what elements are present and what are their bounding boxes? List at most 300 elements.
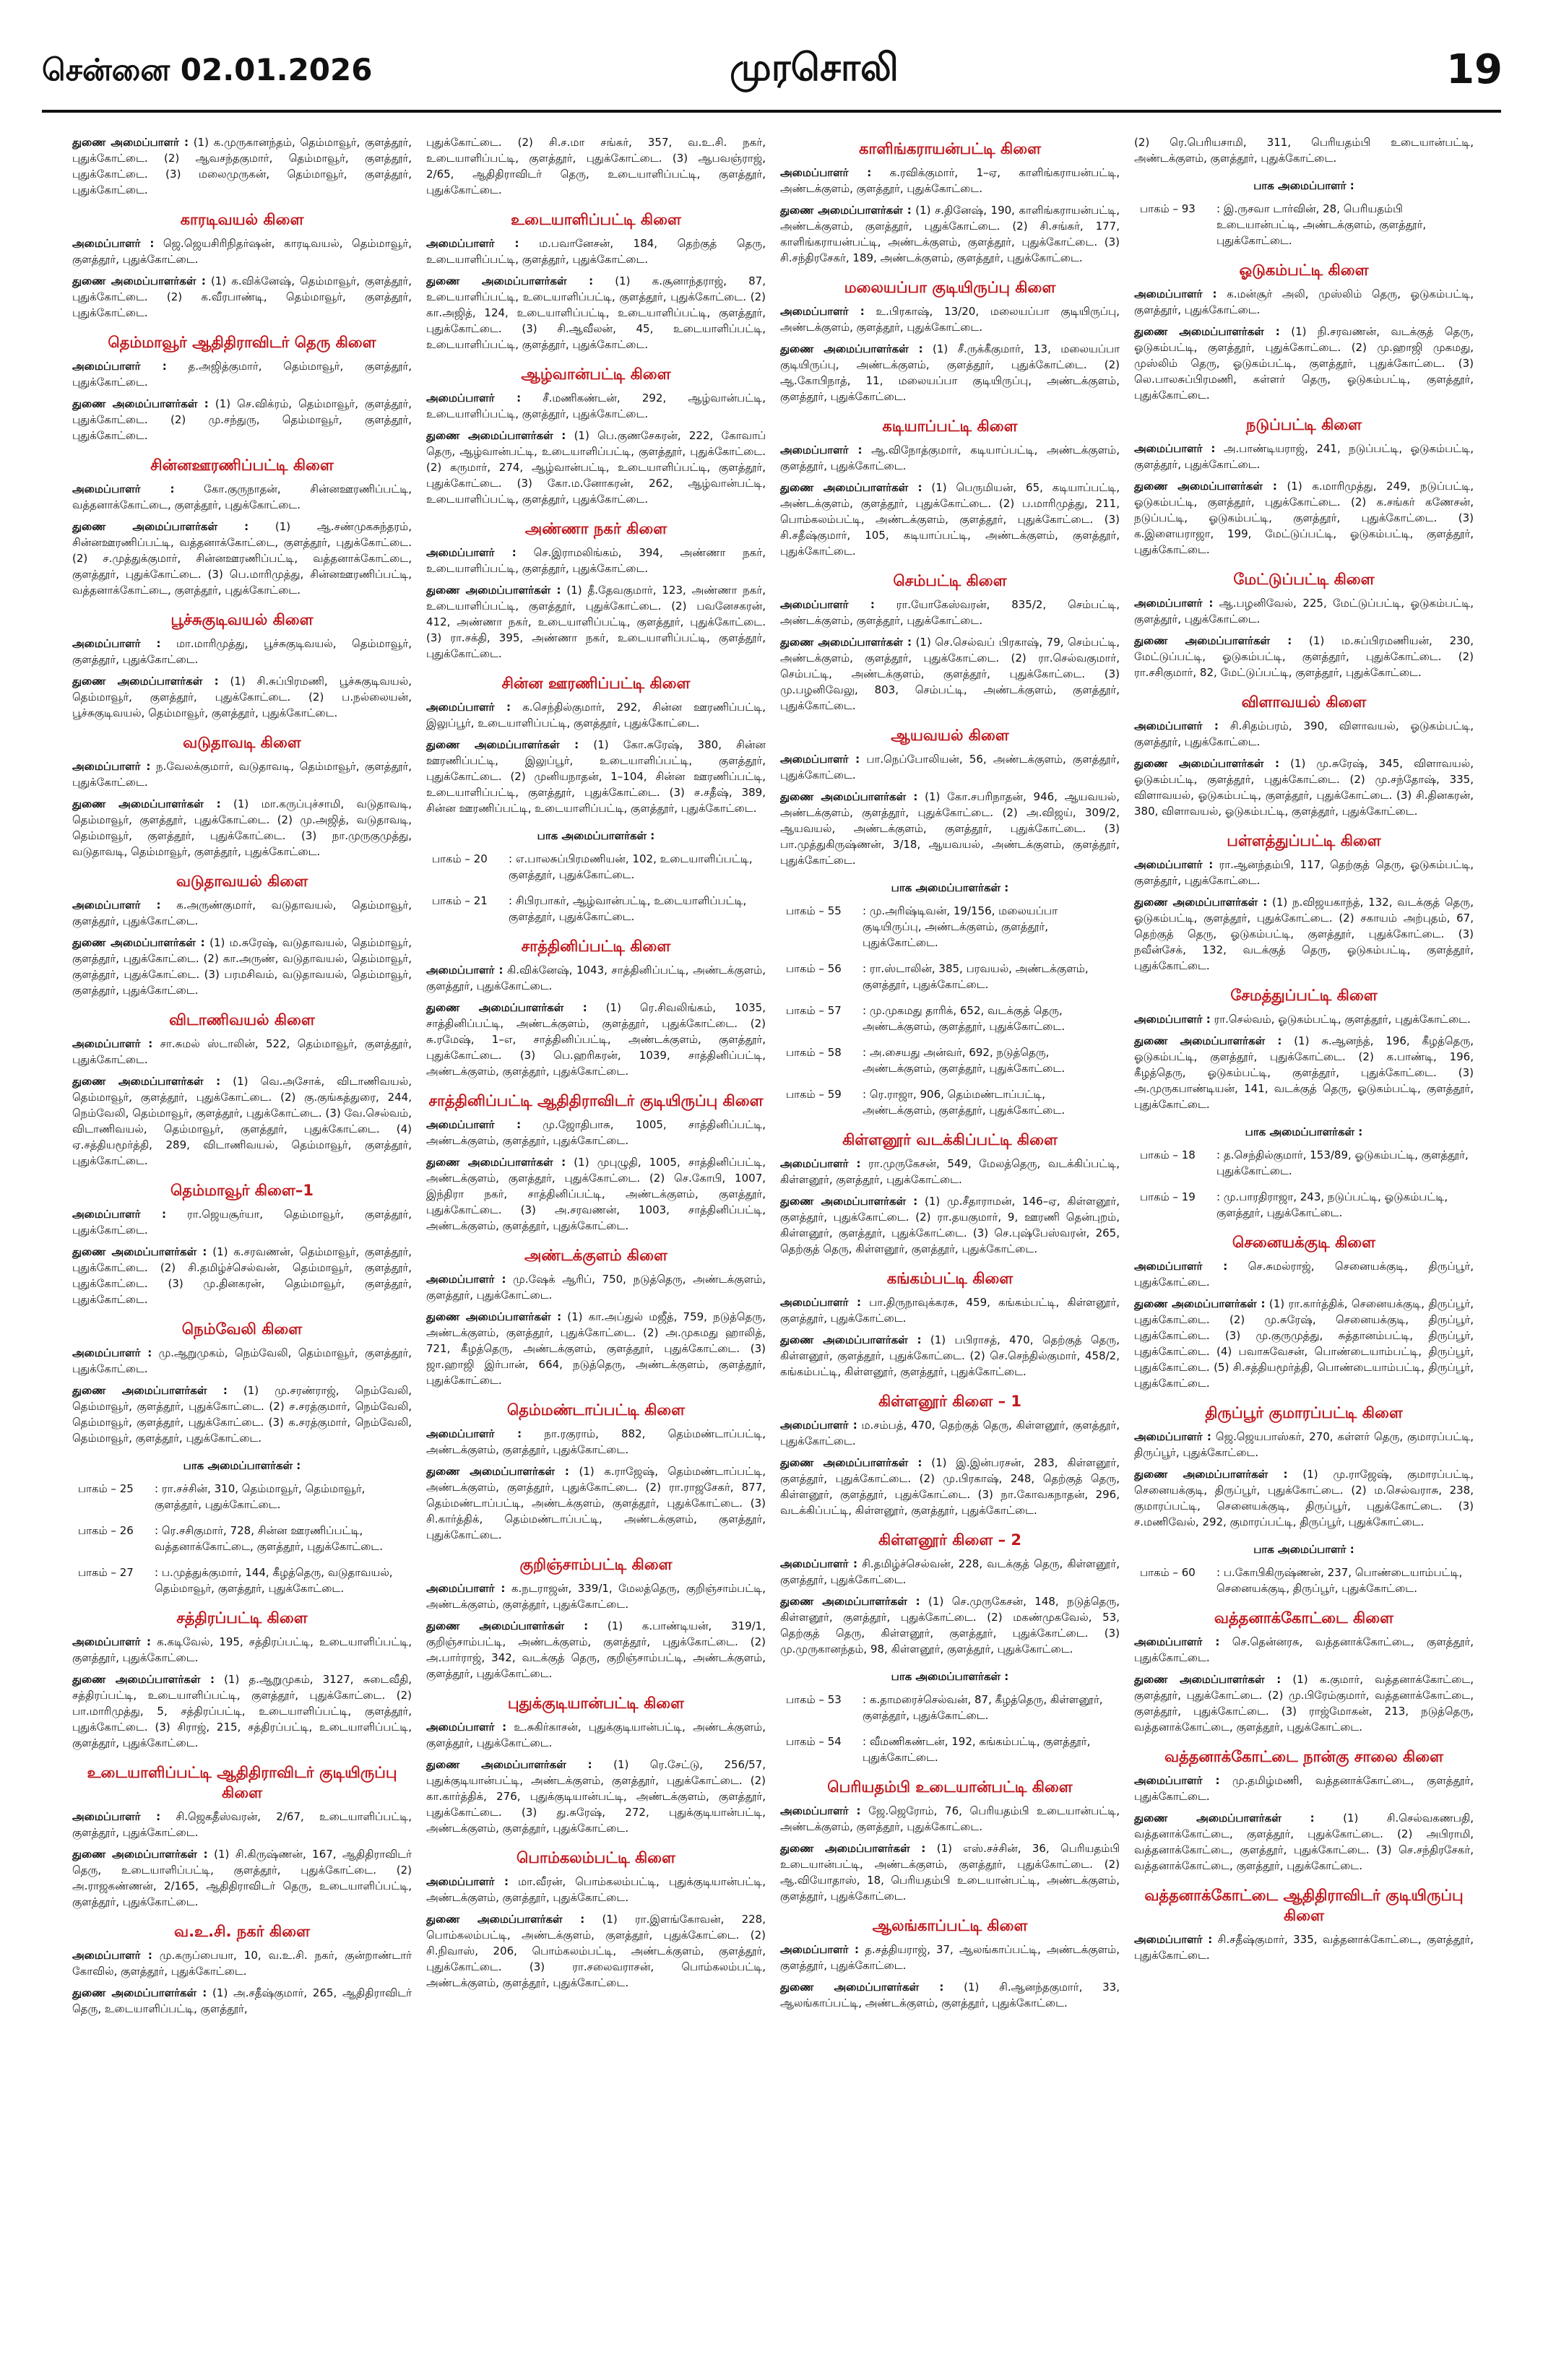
branch-section <box>72 134 412 198</box>
member-details: சா.சுமல் ஸ்டாலின், 522, தெம்மாவூர், குளத்தூர், புதுக்கோட்டை. <box>72 1037 412 1066</box>
branch-section <box>780 1916 1120 2011</box>
ward-organizer-details: : சிபிரபாகர், ஆழ்வான்பட்டி, உடையாளிப்பட்டி, குளத்தூர், புதுக்கோட்டை. <box>509 894 747 923</box>
branch-heading: ஆயவயல் கிளை <box>891 727 1009 744</box>
ward-organizers-block <box>1134 1541 1474 1596</box>
role-label: அமைப்பாளர் : <box>72 1037 153 1050</box>
role-label: அமைப்பாளர் : <box>1134 287 1217 300</box>
branch-section <box>426 1554 766 1682</box>
member-entry <box>72 134 412 198</box>
member-entry <box>1134 1466 1474 1530</box>
member-details: (1) க.பாண்டியன், 319/1, குறிஞ்சாம்பட்டி, அண்டக்குளம், குளத்தூர், புதுக்கோட்டை. (2) அ.பார்ராஜ், 342, வடக்குத் தெரு, குறிஞ்சாம்பட்டி, அண்டக்குளம், குளத்தூர், புதுக்கோட்டை. <box>426 1619 766 1680</box>
role-label: துணை அமைப்பாளர்கள் : <box>426 1913 585 1926</box>
branch-section <box>1134 415 1474 558</box>
ward-number: பாகம் – 27 <box>78 1566 134 1579</box>
role-label: அமைப்பாளர் : <box>72 1949 152 1962</box>
member-details: (1) பெ.குணசேகரன், 222, கோவாப் தெரு, ஆழ்வான்பட்டி, உடையாளிப்பட்டி, குளத்தூர், புதுக்கோட்டை. (2) கருமார், 274, ஆழ்வான்பட்டி, உடையாளிப்பட்டி, குளத்தூர், புதுக்கோட்டை. (3) கோ.ம.னோகரன், 262, ஆழ்வான்பட்டி, உடையாளிப்பட்டி, குளத்தூர், புதுக்கோட்டை. <box>426 429 766 506</box>
member-details: மு.ஆறுமுகம், நெம்வேலி, தெம்மாவூர், குளத்தூர், புதுக்கோட்டை. <box>72 1346 412 1375</box>
member-details: பா.நெப்போலியன், 56, அண்டக்குளம், குளத்தூர், புதுக்கோட்டை. <box>780 753 1120 782</box>
branch-section <box>426 1400 766 1543</box>
role-label: துணை அமைப்பாளர்கள் : <box>72 520 249 533</box>
member-details: (1) க.விக்னேஷ், தெம்மாவூர், குளத்தூர், புதுக்கோட்டை. (2) க.வீரபாண்டி, தெம்மாவூர், குளத்தூர், புதுக்கோட்டை. <box>72 274 412 319</box>
ward-organizers-heading: பாக அமைப்பாளர்கள் : <box>891 1670 1009 1683</box>
ward-row <box>780 1086 1120 1118</box>
branch-section <box>72 1180 412 1307</box>
ward-organizers-block <box>426 828 766 925</box>
branch-section <box>1134 1885 1474 1963</box>
member-details: ஜெ.ஜெயபாஸ்கர், 270, கள்ளர் தெரு, குமாரப்பட்டி, திருப்பூர், புதுக்கோட்டை. <box>1134 1430 1474 1459</box>
branch-section <box>72 732 412 860</box>
role-label: துணை அமைப்பாளர்கள் : <box>780 1595 920 1608</box>
ward-organizer-details: : ப.கோபிகிருஷ்ணன், 237, பொண்டையாம்பட்டி, செனையக்குடி, திருப்பூர், புதுக்கோட்டை. <box>1216 1566 1463 1595</box>
member-entry <box>1134 1634 1474 1666</box>
role-label: துணை அமைப்பாளர்கள் : <box>426 1001 587 1014</box>
role-label: அமைப்பாளர் : <box>1134 597 1214 610</box>
member-details: கோ.குருநாதன், சின்னஊரணிப்பட்டி, வத்தனாக்கோட்டை, குளத்தூர், புதுக்கோட்டை. <box>72 483 412 511</box>
member-entry <box>426 235 766 267</box>
role-label: துணை அமைப்பாளர்கள் : <box>72 936 205 949</box>
role-label: அமைப்பாளர் : <box>780 305 865 318</box>
member-details: ரா.முருகேசன், 549, மேலத்தெரு, வடக்கிப்பட்டி, கிள்ளனூர், குளத்தூர், புதுக்கோட்டை. <box>780 1157 1120 1186</box>
role-label: அமைப்பாளர் : <box>72 1346 152 1359</box>
ward-organizer-details: : ரா.ஸ்டாலின், 385, பரவயல், அண்டக்குளம், குளத்தூர், புதுக்கோட்டை. <box>863 962 1089 991</box>
branch-section <box>1134 1403 1474 1530</box>
role-label: அமைப்பாளர் : <box>426 1273 506 1286</box>
member-details: (1) அ.சதீஷ்குமார், 265, ஆதிதிராவிடர் தெரு, உடையாளிப்பட்டி, குளத்தூர், <box>72 1986 412 2015</box>
member-entry <box>426 428 766 507</box>
member-entry <box>426 1426 766 1458</box>
member-details: அ.பாண்டியராஜ், 241, நடுப்பட்டி, ஓடுகம்பட்டி, குளத்தூர், புதுக்கோட்டை. <box>1134 442 1474 471</box>
ward-row <box>780 903 1120 951</box>
role-label: அமைப்பாளர் : <box>426 237 519 250</box>
role-label: அமைப்பாளர் : <box>780 753 860 766</box>
member-details: (1) மா.கருப்புச்சாமி, வடுதாவடி, தெம்மாவூர், குளத்தூர், புதுக்கோட்டை. (2) மு.அஜித், வடுதாவடி, தெம்மாவூர், குளத்தூர், புதுக்கோட்டை. (3) நா.முருகுமுத்து, வடுதாவடி, தெம்மாவூர், குளத்தூர், புதுக்கோட்டை. <box>72 797 412 858</box>
member-entry <box>72 1846 412 1910</box>
member-details: சி.தமிழ்ச்செல்வன், 228, வடக்குத் தெரு, கிள்ளனூர், குளத்தூர், புதுக்கோட்டை. <box>780 1557 1120 1586</box>
role-label: அமைப்பாளர் : <box>780 598 875 611</box>
member-details: (1) செ.முருகேசன், 148, நடுத்தெரு, கிள்ளனூர், குளத்தூர், புதுக்கோட்டை. (2) மகண்முகவேல், 53, தெற்குத் தெரு, கிள்ளனூர், குளத்தூர், புதுக்கோட்டை. (3) மு.முருகானந்தம், 98, கிள்ளனூர், குளத்தூர், புதுக்கோட்டை. <box>780 1595 1120 1656</box>
role-label: அமைப்பாளர் : <box>780 166 872 179</box>
member-entry <box>72 358 412 390</box>
role-label: துணை அமைப்பாளர்கள் : <box>426 274 594 287</box>
role-label: துணை அமைப்பாளர்கள் : <box>72 1673 215 1686</box>
ward-organizers-block <box>780 880 1120 1118</box>
role-label: துணை அமைப்பாளர்கள் : <box>72 675 219 688</box>
member-entry <box>780 1156 1120 1187</box>
ward-organizer-details: : மு.அரிஷ்டிவன், 19/156, மலையப்பா குடியிருப்பு, அண்டக்குளம், குளத்தூர், புதுக்கோட்டை. <box>863 904 1058 949</box>
member-details: மா.வீரன், பொம்கலம்பட்டி, புதுக்குடியான்பட்டி, அண்டக்குளம், குளத்தூர், புதுக்கோட்டை. <box>426 1875 766 1904</box>
member-entry <box>780 597 1120 628</box>
role-label: துணை அமைப்பாளர்கள் : <box>780 1456 922 1469</box>
member-details: (1) ம.சுரேஷ், வடுதாவயல், தெம்மாவூர், குளத்தூர், புதுக்கோட்டை. (2) கா.அருண், வடுதாவயல், தெம்மாவூர், குளத்தூர், புதுக்கோட்டை. (3) பரமசிவம், வடுதாவயல், தெம்மாவூர், குளத்தூர், புதுக்கோட்டை. <box>72 936 412 997</box>
role-label: துணை அமைப்பாளர்கள் : <box>1134 325 1280 338</box>
member-details: க.அருண்குமார், வடுதாவயல், தெம்மாவூர், குளத்தூர், புதுக்கோட்டை. <box>72 899 412 927</box>
member-entry <box>72 396 412 443</box>
branch-section <box>72 1762 412 1910</box>
member-entry <box>1134 441 1474 472</box>
ward-number: பாகம் – 58 <box>786 1046 842 1059</box>
member-details: மு.ஜோதிபாசு, 1005, சாத்தினிப்பட்டி, அண்டக்குளம், குளத்தூர், புதுக்கோட்டை. <box>426 1118 766 1147</box>
member-entry <box>72 1206 412 1238</box>
member-details: (1) கா.அப்துல் மஜீத், 759, நடுத்தெரு, அண்டக்குளம், குளத்தூர், புதுக்கோட்டை. (2) அ.முகமது ஹாலித், 721, கீழத்தெரு, அண்டக்குளம், குளத்தூர், புதுக்கோட்டை. (3) ஜா.ஹாஜி இர்பான், 664, நடுத்தெரு, அண்டக்குளம், குளத்தூர், புதுக்கோட்டை. <box>426 1310 766 1387</box>
role-label: அமைப்பாளர் : <box>72 760 151 773</box>
member-entry <box>72 796 412 860</box>
dateline: சென்னை 02.01.2026 <box>42 52 373 87</box>
ward-organizers-block <box>780 1669 1120 1765</box>
branch-heading: மேட்டுப்பட்டி கிளை <box>1233 571 1375 588</box>
member-details: (1) க.சூனாந்தராஜ், 87, உடையாளிப்பட்டி, உடையாளிப்பட்டி, குளத்தூர், புதுக்கோட்டை. (2) கா.அஜித், 124, உடையாளிப்பட்டி, உடையாளிப்பட்டி, குளத்தூர், புதுக்கோட்டை. (3) சி.ஆவீலன், 45, உடையாளிப்பட்டி, உடையாளிப்பட்டி, குளத்தூர், புதுக்கோட்டை. <box>426 274 766 351</box>
member-entry <box>72 1634 412 1666</box>
member-entry <box>72 1036 412 1068</box>
member-entry <box>1134 1033 1474 1112</box>
ward-organizers-heading: பாக அமைப்பாளர் : <box>1253 179 1354 192</box>
branch-section <box>780 571 1120 714</box>
ward-number: பாகம் – 53 <box>786 1693 842 1706</box>
member-details: (1) மு.சுரேஷ், 345, விளாவயல், ஓடுகம்பட்டி, குளத்தூர், புதுக்கோட்டை. (2) மு.சந்தோஷ், 335, விளாவயல், ஓடுகம்பட்டி, குளத்தூர், புதுக்கோட்டை. (3) சி.தினகரன், 380, விளாவயல், ஓடுகம்பட்டி, குளத்தூர், புதுக்கோட்டை. <box>1134 757 1474 818</box>
role-label: அமைப்பாளர் : <box>780 1157 861 1170</box>
role-label: துணை அமைப்பாளர்கள் : <box>780 342 923 355</box>
role-label: அமைப்பாளர் : <box>426 391 522 404</box>
member-entry <box>1134 718 1474 750</box>
branch-heading: வ.உ.சி. நகர் கிளை <box>173 1923 311 1940</box>
column-1 <box>72 134 412 2359</box>
role-label: அமைப்பாளர் : <box>780 1557 857 1570</box>
member-details: உ.பிரகாஷ், 13/20, மலையப்பா குடியிருப்பு, அண்டக்குளம், குளத்தூர், புதுக்கோட்டை. <box>780 305 1120 334</box>
ward-organizers-block <box>72 1458 412 1596</box>
branch-section <box>72 1010 412 1169</box>
member-details: (1) இ.இன்பரசன், 283, கிள்ளனூர், குளத்தூர், புதுக்கோட்டை. (2) மு.பிரகாஷ், 248, தெற்குத் தெரு, கிள்ளனூர், குளத்தூர், புதுக்கோட்டை. (3) நா.கோவகநாதன், 296, வடக்கிப்பட்டி, கிள்ளனூர், குளத்தூர், புதுக்கோட்டை. <box>780 1456 1120 1517</box>
member-details: ந.வேலக்குமார், வடுதாவடி, தெம்மாவூர், குளத்தூர், புதுக்கோட்டை. <box>72 760 412 789</box>
role-label: அமைப்பாளர் : <box>1134 1635 1220 1648</box>
role-label: அமைப்பாளர் : <box>72 237 155 250</box>
role-label: துணை அமைப்பாளர்கள் : <box>1134 480 1277 493</box>
member-entry <box>780 1840 1120 1904</box>
ward-number: பாகம் – 59 <box>786 1088 842 1101</box>
member-details: (1) சி.கிருஷ்ணன், 167, ஆதிதிராவிடர் தெரு, உடையாளிப்பட்டி, குளத்தூர், புதுக்கோட்டை. (2) அ.ராஜகண்ணன், 2/165, ஆதிதிராவிடர் தெரு, உடையாளிப்பட்டி, குளத்தூர், புதுக்கோட்டை. <box>72 1848 412 1908</box>
member-entry <box>72 1809 412 1840</box>
branch-section <box>426 1245 766 1388</box>
branch-heading: வடுதாவடி கிளை <box>183 734 301 751</box>
member-details: ரா.ஆனந்தம்பி, 117, தெற்குத் தெரு, ஓடுகம்பட்டி, குளத்தூர், புதுக்கோட்டை. <box>1134 858 1474 887</box>
role-label: துணை அமைப்பாளர்கள் : <box>72 797 221 810</box>
member-details: மு.கருப்பையா, 10, வ.உ.சி. நகர், குன்றாண்டார் கோவில், குளத்தூர், புதுக்கோட்டை. <box>72 1949 412 1978</box>
role-label: துணை அமைப்பாளர்கள் : <box>780 1333 922 1346</box>
member-details: (1) சி.செல்வகணபதி, வத்தனாக்கோட்டை, குளத்தூர், புதுக்கோட்டை. (2) அபிராமி, வத்தனாக்கோட்டை, குளத்தூர், புதுக்கோட்டை. (3) செ.சந்திரசேகர், வத்தனாக்கோட்டை, குளத்தூர், புதுக்கோட்டை. <box>1134 1812 1474 1872</box>
role-label: துணை அமைப்பாளர்கள் : <box>426 1156 566 1169</box>
member-entry <box>72 758 412 790</box>
branch-heading: வடுதாவயல் கிளை <box>176 873 308 890</box>
member-entry <box>780 480 1120 559</box>
member-entry <box>72 636 412 667</box>
branch-heading: சாத்தினிப்பட்டி ஆதிதிராவிடர் குடியிருப்பு கிளை <box>428 1092 764 1109</box>
branch-heading: கங்கம்பட்டி கிளை <box>886 1270 1013 1287</box>
ward-organizers-block <box>1134 1124 1474 1221</box>
member-entry <box>72 1985 412 2017</box>
branch-heading: சின்னஊரணிப்பட்டி கிளை <box>150 456 334 474</box>
branch-section <box>72 455 412 598</box>
member-entry <box>72 1382 412 1446</box>
branch-heading: கிள்ளனூர் கிளை – 1 <box>878 1393 1022 1410</box>
branch-heading: விடாணிவயல் கிளை <box>169 1011 315 1029</box>
ward-organizer-details: : ரா.சச்சின், 310, தெம்மாவூர், தெம்மாவூர், குளத்தூர், புதுக்கோட்டை. <box>155 1482 366 1511</box>
branch-heading: சின்ன ஊரணிப்பட்டி கிளை <box>501 675 691 692</box>
ward-organizer-details: : ரெ.ராஜா, 906, தெம்மண்டாப்பட்டி, அண்டக்குளம், குளத்தூர், புதுக்கோட்டை. <box>863 1088 1066 1117</box>
role-label: துணை அமைப்பாளர்கள் : <box>780 1842 926 1855</box>
member-details: (1) க.ராஜேஷ், தெம்மண்டாப்பட்டி, அண்டக்குளம், குளத்தூர், புதுக்கோட்டை. (2) ரா.ராஜசேகர், 877, தெம்மண்டாப்பட்டி, அண்டக்குளம், குளத்தூர், புதுக்கோட்டை. (3) சி.கார்த்திக், தெம்மண்டாப்பட்டி, அண்டக்குளம், குளத்தூர், புதுக்கோட்டை. <box>426 1465 766 1541</box>
branch-heading: கடியாப்பட்டி கிளை <box>882 417 1018 435</box>
member-entry <box>780 303 1120 335</box>
member-details: (1) கோ.சுரேஷ், 380, சின்ன ஊரணிப்பட்டி, இலுப்பூர், உடையாளிப்பட்டி, குளத்தூர், புதுக்கோட்டை. (2) முனியநாதன், 1–104, சின்ன ஊரணிப்பட்டி, உடையாளிப்பட்டி, குளத்தூர், புதுக்கோட்டை. (3) ச.சதீஷ், 389, சின்ன ஊரணிப்பட்டி, உடையாளிப்பட்டி, குளத்தூர், புதுக்கோட்டை. <box>426 738 766 815</box>
member-entry <box>426 1154 766 1234</box>
member-entry <box>426 1719 766 1751</box>
role-label: அமைப்பாளர் : <box>72 1208 166 1221</box>
branch-heading: நடுப்பட்டி கிளை <box>1245 416 1362 433</box>
member-details: செ.இராமலிங்கம், 394, அண்ணா நகர், உடையாளிப்பட்டி, குளத்தூர், புதுக்கோட்டை. <box>426 546 766 575</box>
branch-heading: காரடிவயல் கிளை <box>180 211 304 228</box>
member-entry <box>780 1455 1120 1518</box>
branch-section <box>780 1530 1120 1657</box>
page-number: 19 <box>1446 46 1503 93</box>
member-details: (1) மு.சரண்ராஜ், நெம்வேலி, தெம்மாவூர், குளத்தூர், புதுக்கோட்டை. (2) ச.சரத்குமார், நெம்வேலி, தெம்மாவூர், குளத்தூர், புதுக்கோட்டை. (3) க.சரத்குமார், நெம்வேலி, தெம்மாவூர், குளத்தூர், புதுக்கோட்டை. <box>72 1384 412 1445</box>
branch-section <box>426 134 766 198</box>
branch-section <box>426 936 766 1079</box>
branch-section <box>1134 1747 1474 1874</box>
member-entry <box>72 673 412 721</box>
member-entry <box>426 962 766 994</box>
branch-section <box>426 209 766 352</box>
member-entry <box>426 582 766 662</box>
branch-section <box>780 725 1120 868</box>
branch-section <box>1134 692 1474 819</box>
ward-organizers-heading: பாக அமைப்பாளர்கள் : <box>537 829 655 842</box>
role-label: அமைப்பாளர் : <box>780 443 863 456</box>
ward-row <box>780 1044 1120 1076</box>
member-details: (1) ரா.இளங்கோவன், 228, பொம்கலம்பட்டி, அண்டக்குளம், குளத்தூர், புதுக்கோட்டை. (2) சி.நிவாஸ், 206, பொம்கலம்பட்டி, அண்டக்குளம், குளத்தூர், புதுக்கோட்டை. (3) ரா.சலைவராசன், பொம்கலம்பட்டி, அண்டக்குளம், குளத்தூர், புதுக்கோட்டை. <box>426 1913 766 1989</box>
branch-heading: தெம்மாவூர் கிளை–1 <box>170 1182 314 1199</box>
member-details: ஆ.விநோத்குமார், கடியாப்பட்டி, அண்டக்குளம், குளத்தூர், புதுக்கோட்டை. <box>780 443 1120 472</box>
branch-heading: அண்டக்குளம் கிளை <box>524 1247 667 1264</box>
ward-organizers-heading: பாக அமைப்பாளர் : <box>1253 1543 1354 1556</box>
member-entry <box>780 1803 1120 1835</box>
branch-section <box>426 1848 766 1991</box>
branch-section <box>1134 134 1474 166</box>
member-entry <box>780 341 1120 404</box>
branch-heading: கிள்ளனூர் வடக்கிப்பட்டி கிளை <box>842 1131 1058 1148</box>
ward-number: பாகம் – 19 <box>1140 1190 1196 1203</box>
member-entry <box>780 1417 1120 1449</box>
member-entry <box>426 1911 766 1991</box>
member-entry <box>780 202 1120 266</box>
member-details: (1) க.முருகானந்தம், தெம்மாவூர், குளத்தூர், புதுக்கோட்டை. (2) ஆவசந்தகுமார், தெம்மாவூர், குளத்தூர், புதுக்கோட்டை. (3) மலைமுருகன், தெம்மாவூர், குளத்தூர், புதுக்கோட்டை. <box>72 136 412 196</box>
member-details: (1) செ.செல்வப் பிரகாஷ், 79, செம்பட்டி, அண்டக்குளம், குளத்தூர், புதுக்கோட்டை. (2) ரா.செல்வகுமார், செம்பட்டி, அண்டக்குளம், குளத்தூர், புதுக்கோட்டை. (3) மு.பழனிவேலு, 803, செம்பட்டி, அண்டக்குளம், குளத்தூர், புதுக்கோட்டை. <box>780 636 1120 712</box>
branch-section <box>1134 831 1474 974</box>
member-details: க.செந்தில்குமார், 292, சின்ன ஊரணிப்பட்டி, இலுப்பூர், உடையாளிப்பட்டி, குளத்தூர், புதுக்கோட்டை. <box>426 701 766 730</box>
role-label: அமைப்பாளர் : <box>1134 719 1219 732</box>
member-entry <box>72 1244 412 1307</box>
member-entry <box>780 634 1120 714</box>
branch-section <box>780 1777 1120 1904</box>
branch-heading: பெரியதம்பி உடையான்பட்டி கிளை <box>827 1778 1073 1796</box>
branch-heading: காளிங்கராயன்பட்டி கிளை <box>858 140 1042 157</box>
role-label: அமைப்பாளர் : <box>426 1118 522 1131</box>
ward-number: பாகம் – 20 <box>432 852 488 865</box>
member-entry <box>426 1618 766 1682</box>
role-label: அமைப்பாளர் : <box>1134 858 1214 871</box>
role-label: துணை அமைப்பாளர்கள் : <box>426 1619 589 1632</box>
branch-heading: மலையப்பா குடியிருப்பு கிளை <box>844 279 1056 296</box>
role-label: அமைப்பாளர் : <box>72 1635 152 1648</box>
role-label: அமைப்பாளர் : <box>426 1875 509 1888</box>
member-entry <box>72 1947 412 1979</box>
member-entry <box>1134 1429 1474 1461</box>
member-entry <box>426 545 766 576</box>
role-label: துணை அமைப்பாளர்கள் : <box>426 584 561 597</box>
branch-section <box>1134 569 1474 680</box>
branch-section <box>1134 985 1474 1112</box>
branch-heading: உடையாளிப்பட்டி ஆதிதிராவிடர் குடியிருப்பு கிளை <box>87 1764 397 1801</box>
role-label: துணை அமைப்பாளர்கள் : <box>780 790 918 803</box>
branch-section <box>1134 1608 1474 1735</box>
role-label: அமைப்பாளர் : <box>426 546 517 559</box>
member-details: (1) எஸ்.சச்சின், 36, பெரியதம்பி உடையான்பட்டி, அண்டக்குளம், குளத்தூர், புதுக்கோட்டை. (2) ஆ.வியோதாஸ், 18, பெரியதம்பி உடையான்பட்டி, அண்டக்குளம், குளத்தூர், புதுக்கோட்டை. <box>780 1842 1120 1903</box>
branch-heading: ஆழ்வான்பட்டி கிளை <box>521 365 671 383</box>
member-entry <box>1134 1931 1474 1963</box>
member-details: (1) ஆ.சண்முகசுந்தரம், சின்னஊரணிப்பட்டி, வத்தனாக்கோட்டை, குளத்தூர், புதுக்கோட்டை. (2) ச.முத்துக்குமார், சின்னஊரணிப்பட்டி, வத்தனாக்கோட்டை, குளத்தூர், புதுக்கோட்டை. (3) பெ.மாரிமுத்து, சின்னஊரணிப்பட்டி, வத்தனாக்கோட்டை, குளத்தூர், புதுக்கோட்டை. <box>72 520 412 597</box>
ward-organizer-details: : த.செந்தில்குமார், 153/89, ஓடுகம்பட்டி, குளத்தூர், புதுக்கோட்டை. <box>1216 1148 1469 1177</box>
member-entry <box>426 273 766 352</box>
ward-row <box>780 961 1120 992</box>
ward-row <box>780 1734 1120 1765</box>
role-label: துணை அமைப்பாளர்கள் : <box>72 1384 228 1397</box>
member-entry <box>426 134 766 198</box>
ward-number: பாகம் – 55 <box>786 904 842 917</box>
member-entry <box>1134 756 1474 819</box>
member-entry <box>426 1463 766 1543</box>
role-label: துணை அமைப்பாளர்கள் : <box>780 1195 918 1208</box>
member-details: ரா.செல்வம், ஓடுகம்பட்டி, குளத்தூர், புதுக்கோட்டை. <box>1214 1013 1471 1026</box>
member-details: (1) நி.சரவணன், வடக்குத் தெரு, ஓடுகம்பட்டி, குளத்தூர், புதுக்கோட்டை. (2) மு.ஹாஜி முகமது, முஸ்லிம் தெரு, ஓடுகம்பட்டி, குளத்தூர், புதுக்கோட்டை. (3) லெ.பாலசுப்பிரமணி, கள்ளர் தெரு, ஓடுகம்பட்டி, குளத்தூர், புதுக்கோட்டை. <box>1134 325 1474 402</box>
ward-row <box>780 1003 1120 1034</box>
member-entry <box>426 1309 766 1388</box>
member-details: மு.ஷேக் ஆரிப், 750, நடுத்தெரு, அண்டக்குளம், குளத்தூர், புதுக்கோட்டை. <box>426 1273 766 1302</box>
member-details: (1) தீ.தேவகுமார், 123, அண்ணா நகர், உடையாளிப்பட்டி, குளத்தூர், புதுக்கோட்டை. (2) பவனேசகரன், 412, அண்ணா நகர், உடையாளிப்பட்டி, குளத்தூர், புதுக்கோட்டை. (3) ரா.சக்தி, 395, அண்ணா நகர், உடையாளிப்பட்டி, குளத்தூர், புதுக்கோட்டை. <box>426 584 766 660</box>
member-entry <box>780 165 1120 196</box>
member-details: ம.பவானேசன், 184, தெற்குத் தெரு, உடையாளிப்பட்டி, குளத்தூர், புதுக்கோட்டை. <box>426 237 766 266</box>
branch-heading: உடையாளிப்பட்டி கிளை <box>511 211 681 228</box>
ward-organizer-details: : இ.ருசவா டார்வின், 28, பெரியதம்பி உடையான்பட்டி, அண்டக்குளம், குளத்தூர், புதுக்கோட்டை. <box>1216 202 1427 247</box>
role-label: அமைப்பாளர் : <box>72 360 167 373</box>
member-details: (1) த.ஆறுமுகம், 3127, சுடைவீதி, சத்திரப்பட்டி, உடையாளிப்பட்டி, குளத்தூர், புதுக்கோட்டை. (2) பா.மாரிமுத்து, 5, சத்திரப்பட்டி, உடையாளிப்பட்டி, குளத்தூர், புதுக்கோட்டை. (3) சிராஜ், 215, சத்திரப்பட்டி, உடையாளிப்பட்டி, குளத்தூர், புதுக்கோட்டை. <box>72 1673 412 1749</box>
ward-number: பாகம் – 60 <box>1140 1566 1196 1579</box>
ward-organizer-details: : எ.பாலசுப்பிரமணியன், 102, உடையாளிப்பட்டி, குளத்தூர், புதுக்கோட்டை. <box>509 852 753 881</box>
role-label: துணை அமைப்பாளர்கள் : <box>1134 1673 1281 1686</box>
member-entry <box>780 1332 1120 1380</box>
branch-heading: ஓடுகம்பட்டி கிளை <box>1239 261 1369 279</box>
ward-organizer-details: : அ.சையது அன்வர், 692, நடுத்தெரு, அண்டக்குளம், குளத்தூர், புதுக்கோட்டை. <box>863 1046 1066 1075</box>
member-details: (1) ந.விஜயகாந்த், 132, வடக்குத் தெரு, ஓடுகம்பட்டி, குளத்தூர், புதுக்கோட்டை. (2) சகாயம் அற்புதம், 67, தெற்குத் தெரு, ஓடுகம்பட்டி, குளத்தூர், புதுக்கோட்டை. (3) நவீன்சேக், 132, வடக்குத் தெரு, ஓடுகம்பட்டி, குளத்தூர், புதுக்கோட்டை. <box>1134 896 1474 972</box>
role-label: துணை அமைப்பாளர்கள் : <box>72 1848 208 1861</box>
role-label: துணை அமைப்பாளர்கள் : <box>426 738 579 751</box>
member-details: (1) க.மாரிமுத்து, 249, நடுப்பட்டி, ஓடுகம்பட்டி, குளத்தூர், புதுக்கோட்டை. (2) க.சங்கர் கணேசன், நடுப்பட்டி, ஓடுகம்பட்டி, குளத்தூர், புதுக்கோட்டை. (3) க.இளையராஜா, 199, மேட்டுப்பட்டி, ஓடுகம்பட்டி, குளத்தூர், புதுக்கோட்டை. <box>1134 480 1474 556</box>
member-entry <box>780 1979 1120 2011</box>
role-label: துணை அமைப்பாளர்கள் : <box>780 1981 944 1994</box>
branch-heading: சேமத்துப்பட்டி கிளை <box>1230 987 1378 1004</box>
member-details: (1) க.குமார், வத்தனாக்கோட்டை, குளத்தூர், புதுக்கோட்டை. (2) மு.பிரேம்குமார், வத்தனாக்கோட்டை, குளத்தூர், புதுக்கோட்டை. (3) ராஜ்மோகன், 213, நடுத்தெரு, வத்தனாக்கோட்டை, குளத்தூர், புதுக்கோட்டை. <box>1134 1673 1474 1734</box>
member-entry <box>780 1193 1120 1257</box>
branch-section <box>1134 1232 1474 1391</box>
ward-number: பாகம் – 25 <box>78 1482 134 1495</box>
ward-row <box>1134 1189 1474 1221</box>
ward-number: பாகம் – 93 <box>1140 202 1196 215</box>
member-entry <box>72 235 412 267</box>
ward-number: பாகம் – 56 <box>786 962 842 975</box>
role-label: அமைப்பாளர் : <box>780 1804 861 1817</box>
member-details: க.நடராஜன், 339/1, மேலத்தெரு, குறிஞ்சாம்பட்டி, அண்டக்குளம், குளத்தூர், புதுக்கோட்டை. <box>426 1582 766 1611</box>
branch-section <box>780 277 1120 404</box>
member-entry <box>426 390 766 422</box>
member-entry <box>426 1117 766 1148</box>
member-entry <box>72 1671 412 1751</box>
member-details: (1) ரா.கார்த்திக், செனையக்குடி, திருப்பூர், புதுக்கோட்டை. (2) மு.சுரேஷ், செனையக்குடி, திருப்பூர், புதுக்கோட்டை. (3) மு.குருமுத்து, சுத்தானம்பட்டி, திருப்பூர், புதுக்கோட்டை. (4) பவாசுவேசன், பொண்டையாம்பட்டி, திருப்பூர், புதுக்கோட்டை. (5) சி.சத்தியமூர்த்தி, பொண்டையாம்பட்டி, திருப்பூர், புதுக்கோட்டை. <box>1134 1297 1474 1390</box>
member-details: சி.சதீஷ்குமார், 335, வத்தனாக்கோட்டை, குளத்தூர், புதுக்கோட்டை. <box>1134 1933 1474 1962</box>
member-entry <box>1134 857 1474 888</box>
role-label: துணை அமைப்பாளர்கள் : <box>780 636 912 649</box>
ward-row <box>72 1523 412 1554</box>
member-entry <box>426 1271 766 1303</box>
branch-section <box>780 1391 1120 1518</box>
member-entry <box>72 935 412 998</box>
ward-number: பாகம் – 26 <box>78 1524 134 1537</box>
branch-section <box>72 1608 412 1751</box>
role-label: துணை அமைப்பாளர்கள் : <box>1134 896 1268 909</box>
member-details: (1) ரெ.சிவலிங்கம், 1035, சாத்தினிப்பட்டி, அண்டக்குளம், குளத்தூர், புதுக்கோட்டை. (2) சு.ரமேஷ், 1–எ, சாத்தினிப்பட்டி, அண்டக்குளம், குளத்தூர், புதுக்கோட்டை. (3) பெ.ஹரிகரன், 1039, சாத்தினிப்பட்டி, அண்டக்குளம், குளத்தூர், புதுக்கோட்டை. <box>426 1001 766 1078</box>
member-details: (1) முபுழுதி, 1005, சாத்தினிப்பட்டி, அண்டக்குளம், குளத்தூர், புதுக்கோட்டை. (2) செ.கோபி, 1007, இந்திரா நகர், சாத்தினிப்பட்டி, அண்டக்குளம், குளத்தூர், புதுக்கோட்டை. (3) அ.சரவணன், 1003, சாத்தினிப்பட்டி, அண்டக்குளம், குளத்தூர், புதுக்கோட்டை. <box>426 1156 766 1232</box>
member-entry <box>72 1073 412 1169</box>
member-details: க.மன்சூர் அலி, முஸ்லிம் தெரு, ஓடுகம்பட்டி, குளத்தூர், புதுக்கோட்டை. <box>1134 287 1474 316</box>
branch-heading: நெம்வேலி கிளை <box>181 1320 303 1338</box>
member-entry <box>780 789 1120 868</box>
branch-section <box>72 209 412 321</box>
ward-organizer-details: : ப.முத்துக்குமார், 144, கீழத்தெரு, வடுதாவயல், தெம்மாவூர், குளத்தூர், புதுக்கோட்டை. <box>155 1566 393 1595</box>
role-label: துணை அமைப்பாளர்கள் : <box>1134 1812 1315 1825</box>
column-4 <box>1134 134 1474 2359</box>
member-details: (1) சீ.ருக்கீகுமார், 13, மலையப்பா குடியிருப்பு, அண்டக்குளம், குளத்தூர், புதுக்கோட்டை. (2) ஆ.கோபிநாத், 11, மலையப்பா குடியிருப்பு, அண்டக்குளம், குளத்தூர், புதுக்கோட்டை. <box>780 342 1120 403</box>
member-details: ஆ.பழனிவேல், 225, மேட்டுப்பட்டி, ஓடுகம்பட்டி, குளத்தூர், புதுக்கோட்டை. <box>1134 597 1474 626</box>
role-label: துணை அமைப்பாளர்கள் : <box>426 429 566 442</box>
role-label: துணை அமைப்பாளர்கள் : <box>1134 1034 1282 1047</box>
ward-organizers-heading: பாக அமைப்பாளர்கள் : <box>183 1459 301 1472</box>
ward-organizer-details: : க.தாமரைச்செல்வன், 87, கீழத்தெரு, கிள்ளனூர், குளத்தூர், புதுக்கோட்டை. <box>863 1693 1103 1722</box>
branch-section <box>72 332 412 443</box>
member-details: (2) ரெ.பெரியசாமி, 311, பெரியதம்பி உடையான்பட்டி, அண்டக்குளம், குளத்தூர், புதுக்கோட்டை. <box>1134 136 1474 165</box>
branch-section <box>426 673 766 816</box>
branch-heading: புதுக்குடியான்பட்டி கிளை <box>507 1695 685 1712</box>
branch-section <box>426 519 766 662</box>
member-entry <box>72 897 412 929</box>
newspaper-name: முரசொலி <box>730 46 899 90</box>
member-details: புதுக்கோட்டை. (2) சி.ச.மா சங்கர், 357, வ.உ.சி. நகர், உடையாளிப்பட்டி, குளத்தூர், புதுக்கோட்டை. (3) ஆபவஞ்ராஜ், 2/65, ஆதிதிராவிடர் தெரு, உடையாளிப்பட்டி, குளத்தூர், புதுக்கோட்டை. <box>426 136 766 196</box>
role-label: அமைப்பாளர் : <box>780 1943 860 1956</box>
branch-heading: கிள்ளனூர் கிளை – 2 <box>878 1531 1022 1549</box>
branch-section <box>1134 260 1474 403</box>
role-label: துணை அமைப்பாளர்கள் : <box>1134 1468 1288 1481</box>
member-entry <box>780 1556 1120 1588</box>
role-label: அமைப்பாளர் : <box>1134 1260 1228 1273</box>
member-entry <box>780 1593 1120 1657</box>
role-label: அமைப்பாளர் : <box>1134 1933 1213 1946</box>
branch-section <box>426 364 766 507</box>
member-details: கி.விக்னேஷ், 1043, சாத்தினிப்பட்டி, அண்டக்குளம், குளத்தூர், புதுக்கோட்டை. <box>426 964 766 992</box>
role-label: துணை அமைப்பாளர்கள் : <box>1134 757 1279 770</box>
